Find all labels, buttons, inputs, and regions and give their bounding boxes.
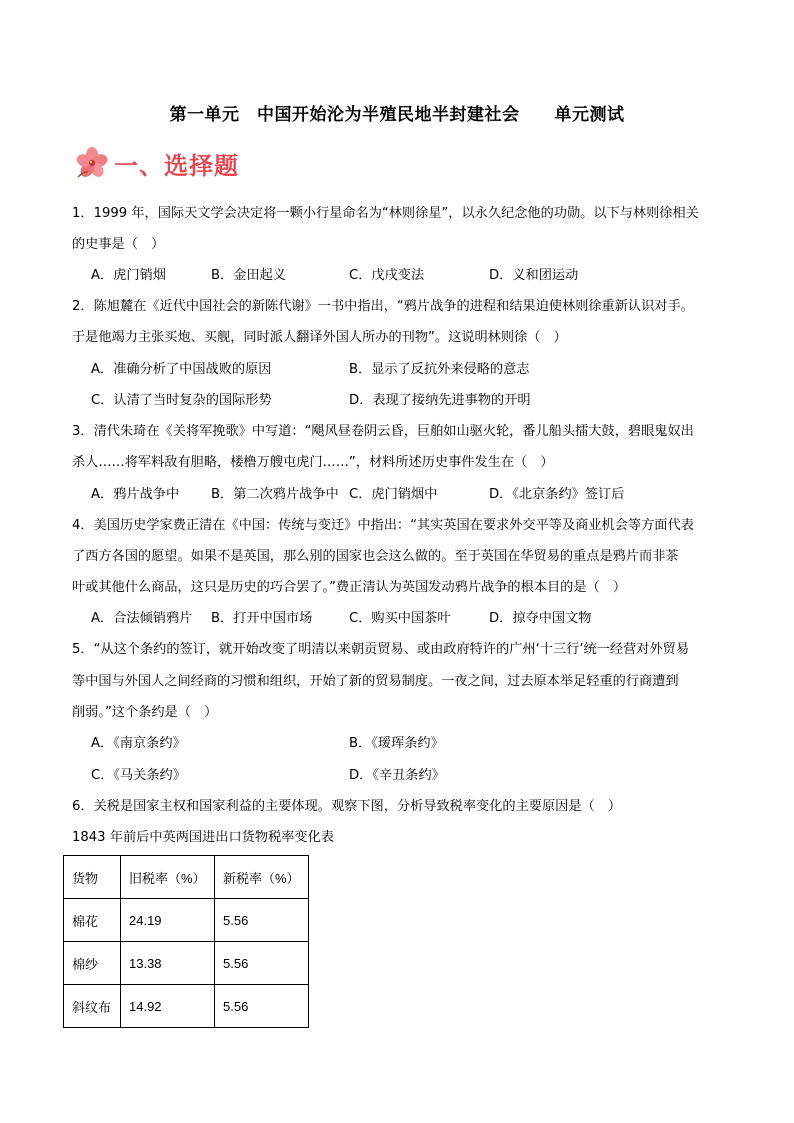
table-header-cell: 货物 [64,856,121,899]
page-title: 第一单元 中国开始沦为半殖民地半封建社会 单元测试 [169,105,625,125]
table-cell: 棉纱 [64,942,121,985]
option-c: C．购买中国茶叶 [349,611,451,626]
question-5-text: 5．“从这个条约的签订，就开始改变了明清以来朝贡贸易、或由政府特许的广州‘十三行’统一经营对外贸易 [72,642,690,657]
option-c: C．戊戌变法 [349,268,425,283]
table-cell: 斜纹布 [64,985,121,1028]
option-d: D．《辛丑条约》 [349,768,445,783]
table-cell: 24.19 [121,899,215,942]
option-b: B．金田起义 [211,268,286,283]
question-6-text: 6．关税是国家主权和国家利益的主要体现。观察下图，分析导致税率变化的主要原因是（ ） [72,799,622,814]
question-2-text: 2．陈旭麓在《近代中国社会的新陈代谢》一书中指出，“鸦片战争的进程和结果迫使林则徐重新认识对手。 [72,299,694,314]
option-a: A．鸦片战争中 [91,487,180,502]
table-cell: 棉花 [64,899,121,942]
option-a: A．合法倾销鸦片 [91,611,193,626]
table-header-cell: 新税率（%） [215,856,309,899]
option-d: D．《北京条约》签订后 [489,487,625,502]
option-c: C．认清了当时复杂的国际形势 [91,393,272,408]
option-b: B．第二次鸦片战争中 [211,487,339,502]
option-b: B．打开中国市场 [211,611,313,626]
table-row [64,899,309,942]
option-d: D．表现了接纳先进事物的开明 [349,393,531,408]
question-1-text: 1．1999 年，国际天文学会决定将一颗小行星命名为“林则徐星”，以永久纪念他的功勋。以下与林则徐相关 [72,206,699,221]
table-header-row [64,856,309,899]
table-header-cell: 旧税率（%） [121,856,215,899]
question-3-text: 3．清代朱琦在《关将军挽歌》中写道：“飓风昼卷阴云昏，巨舶如山驱火轮，番儿船头擂大鼓，碧眼鬼奴出 [72,424,694,439]
option-d: D．掠夺中国文物 [489,611,592,626]
option-c: C．《马关条约》 [91,768,186,783]
question-4-text: 了西方各国的愿望。如果不是英国，那么别的国家也会这么做的。至于英国在华贸易的重点是鸦片而非茶 [72,549,679,564]
table-row [64,985,309,1028]
question-4-text: 4．美国历史学家费正清在《中国：传统与变迁》中指出：“其实英国在要求外交平等及商业机会等方面代表 [72,518,694,533]
question-1-text: 的史事是（ ） [72,237,165,252]
flower-icon [74,145,110,181]
table-row [64,942,309,985]
option-b: B．《瑷珲条约》 [349,736,444,751]
option-a: A．《南京条约》 [91,736,186,751]
section-header [74,143,239,183]
table-cell: 14.92 [121,985,215,1028]
option-c: C．虎门销烟中 [349,487,438,502]
tax-rate-table [63,855,309,1028]
option-a: A．准确分析了中国战败的原因 [91,362,272,377]
question-3-text: 杀人……将军料敌有胆略，楼橹万艘屯虎门……”，材料所述历史事件发生在（ ） [72,455,554,470]
table-cell: 5.56 [215,942,309,985]
section-title: 一、选择题 [114,151,239,180]
option-b: B．显示了反抗外来侵略的意志 [349,362,530,377]
option-a: A．虎门销烟 [91,268,166,283]
table-cell: 5.56 [215,985,309,1028]
option-d: D．义和团运动 [489,268,579,283]
table-cell: 5.56 [215,899,309,942]
question-5-text: 等中国与外国人之间经商的习惯和组织，开始了新的贸易制度。一夜之间，过去原本举足轻重的行商遭到 [72,674,679,689]
question-4-text: 叶或其他什么商品，这只是历史的巧合罢了。”费正清认为英国发动鸦片战争的根本目的是（ ） [72,580,627,595]
table-cell: 13.38 [121,942,215,985]
table-caption: 1843 年前后中英两国进出口货物税率变化表 [72,830,334,845]
question-2-text: 于是他竭力主张买炮、买舰，同时派人翻译外国人所办的刊物”。这说明林则徐（ ） [72,330,567,345]
question-5-text: 削弱。”这个条约是（ ） [72,705,218,720]
